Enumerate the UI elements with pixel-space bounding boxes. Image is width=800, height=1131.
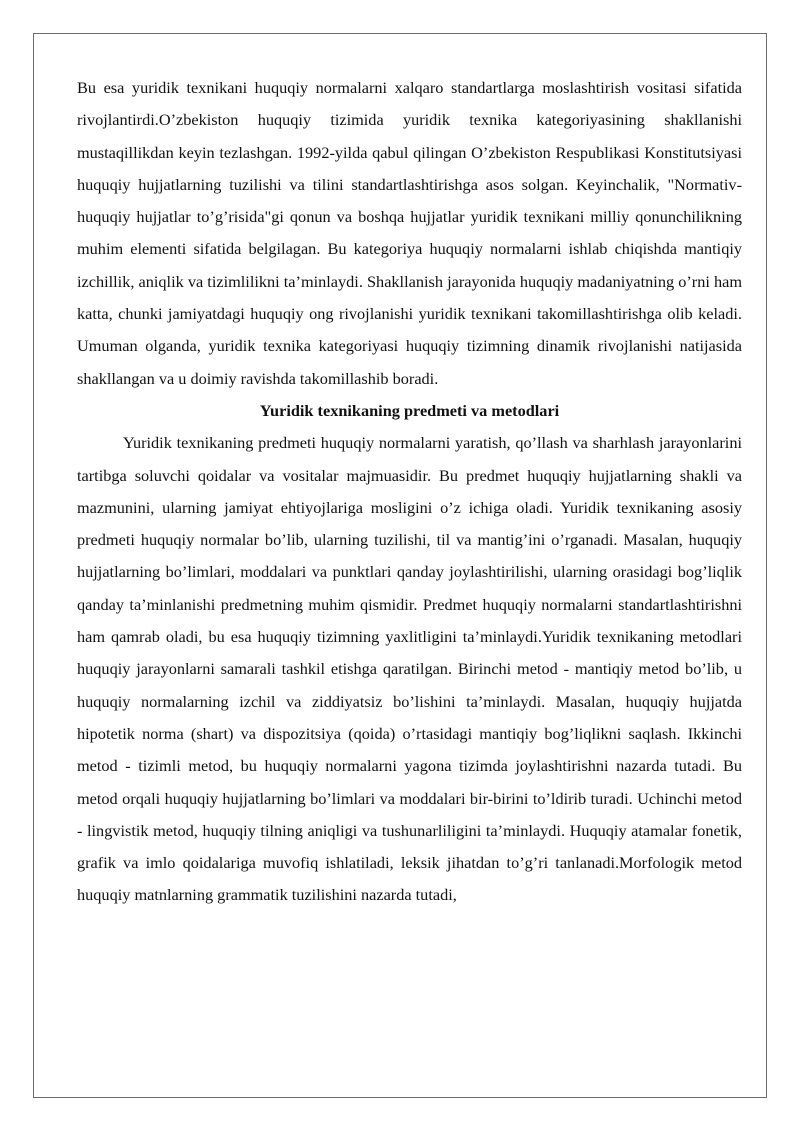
paragraph-subject-methods: Yuridik texnikaning predmeti huquqiy normalarni yaratish, qo’llash va sharhlash jarayonlarini tartibga soluvchi qoidalar va vositalar majmuasidir. Bu predmet huquqiy hujjatlarning shakli va mazmunini, ularning jamiyat ehtiyojlariga mosligini o’z ichiga oladi. Yuridik texnikaning asosiy predmeti huquqiy normalar bo’lib, ularning tuzilishi, til va mantig’ini o’rganadi. Masalan, huquqiy hujjatlarning bo’limlari, moddalari va punktlari qanday joylashtirilishi, ularning orasidagi bog’liqlik qanday ta’minlanishi predmetning muhim qismidir. Predmet huquqiy normalarni standartlashtirishni ham qamrab oladi, bu esa huquqiy tizimning yaxlitligini ta’minlaydi.Yuridik texnikaning metodlari huquqiy jarayonlarni samarali tashkil etishga qaratilgan. Birinchi metod - mantiqiy metod bo’lib, u huquqiy normalarning izchil va ziddiyatsiz bo’lishini ta’minlaydi. Masalan, huquqiy hujjatda hipotetik norma (shart) va dispozitsiya (qoida) o’rtasidagi mantiqiy bog’liqlikni saqlash. Ikkinchi metod - tizimli metod, bu huquqiy normalarni yagona tizimda joylashtirishni nazarda tutadi. Bu metod orqali huquqiy hujjatlarning bo’limlari va moddalari bir-birini to’ldirib turadi. Uchinchi metod - lingvistik metod, huquqiy tilning aniqligi va tushunarliligini ta’minlaydi. Huquqiy atamalar fonetik, grafik va imlo qoidalariga muvofiq ishlatiladi, leksik jihatdan to’g’ri tanlanadi.Morfologik metod huquqiy matnlarning grammatik tuzilishini nazarda tutadi,	[77, 433, 742, 905]
document-body	[77, 72, 742, 912]
paragraph-intro: Bu esa yuridik texnikani huquqiy normalarni xalqaro standartlarga moslashtirish vositasi sifatida rivojlantirdi.O’zbekiston huquqiy tizimida yuridik texnika kategoriyasining shakllanishi mustaqillikdan keyin tezlashgan. 1992-yilda qabul qilingan O’zbekiston Respublikasi Konstitutsiyasi huquqiy hujjatlarning tuzilishi va tilini standartlashtirishga asos solgan. Keyinchalik, "Normativ-huquqiy hujjatlar to’g’risida"gi qonun va boshqa hujjatlar yuridik texnikani milliy qonunchilikning muhim elementi sifatida belgilagan. Bu kategoriya huquqiy normalarni ishlab chiqishda mantiqiy izchillik, aniqlik va tizimlilikni ta’minlaydi. Shakllanish jarayonida huquqiy madaniyatning o’rni ham katta, chunki jamiyatdagi huquqiy ong rivojlanishi yuridik texnikani takomillashtirishga olib keladi. Umuman olganda, yuridik texnika kategoriyasi huquqiy tizimning dinamik rivojlanishi natijasida shakllangan va u doimiy ravishda takomillashib boradi.	[77, 78, 742, 388]
section-heading: Yuridik texnikaning predmeti va metodlari	[259, 400, 560, 420]
